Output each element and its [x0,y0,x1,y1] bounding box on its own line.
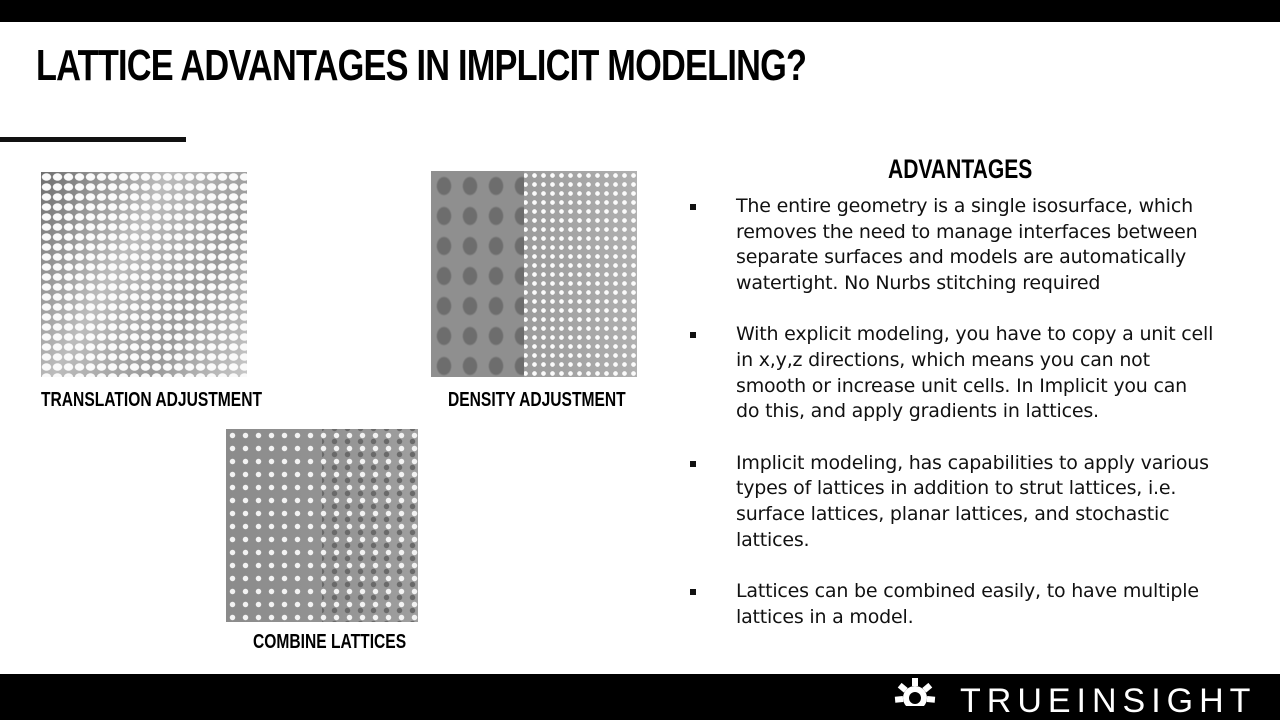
translation-adjustment-image [41,172,247,377]
top-bar [0,0,1280,22]
combine-lattices-image [226,429,418,622]
translation-adjustment-caption: TRANSLATION ADJUSTMENT [41,389,262,411]
advantages-list [686,194,1246,656]
square-bullet-icon [690,204,696,210]
logo-text: TRUEINSIGHT [960,682,1257,720]
density-adjustment-caption: DENSITY ADJUSTMENT [448,389,626,411]
density-adjustment-image [431,171,637,377]
advantage-item [686,194,1246,296]
square-bullet-icon [690,461,696,467]
advantage-text: Lattices can be combined easily, to have multiple lattices in a model. [736,580,1199,628]
company-logo [892,674,1256,720]
combine-lattices-caption: COMBINE LATTICES [253,631,407,653]
advantages-heading: ADVANTAGES [888,154,1033,184]
advantage-text: With explicit modeling, you have to copy a unit cell in x,y,z directions, which means you can not smooth or increase unit cells. In Implicit you can do this, and apply gradients in lattices. [736,323,1214,423]
advantage-item [686,451,1246,553]
title-underline-rule [0,137,186,142]
square-bullet-icon [690,589,696,595]
advantage-text: The entire geometry is a single isosurface, which removes the need to manage interfaces between separate surfaces and models are automatically watertight. No Nurbs stitching required [736,195,1198,294]
advantage-item [686,579,1246,630]
advantage-text: Implicit modeling, has capabilities to apply various types of lattices in addition to strut lattices, i.e. surface lattices, planar lattices, and stochastic lattices. [736,451,1209,551]
gear-icon [892,676,938,710]
slide-title: LATTICE ADVANTAGES IN IMPLICIT MODELING? [36,41,807,90]
square-bullet-icon [690,332,696,338]
advantage-item [686,322,1246,424]
